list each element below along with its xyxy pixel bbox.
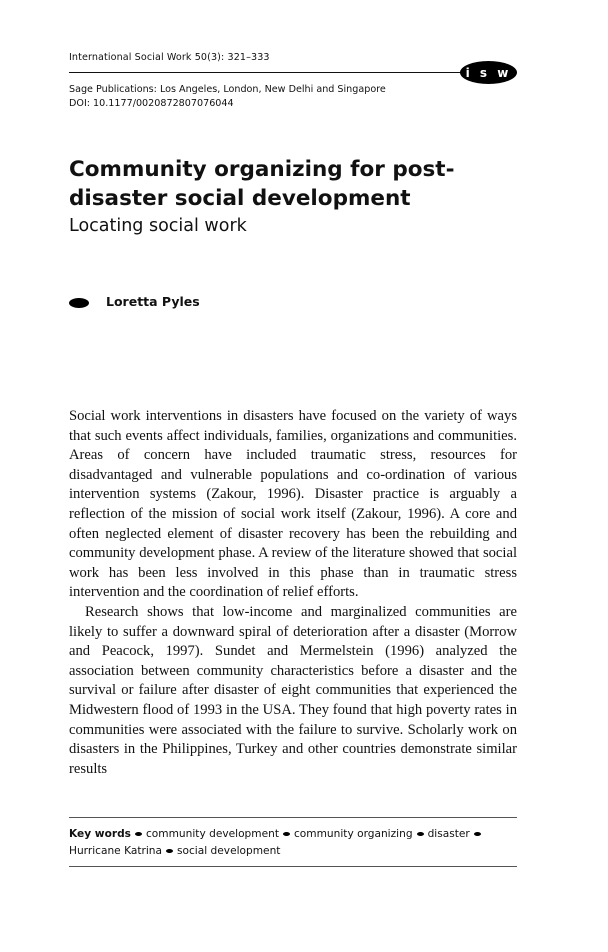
article-title: Community organizing for post-disaster social development: [69, 157, 455, 211]
isw-logo: i s w: [460, 61, 517, 84]
keywords-label: Key words: [69, 828, 131, 840]
doi-line: DOI: 10.1177/0020872807076044: [69, 98, 234, 109]
keywords-rule-top: [69, 817, 517, 818]
publisher-line: Sage Publications: Los Angeles, London, New Delhi and Singapore: [69, 84, 386, 95]
author-name: Loretta Pyles: [106, 294, 200, 309]
bullet-icon: [417, 832, 424, 836]
article-subtitle: Locating social work: [69, 216, 247, 236]
keyword: community development: [145, 828, 279, 840]
bullet-icon: [474, 832, 481, 836]
header-rule: [69, 72, 475, 73]
bullet-icon: [166, 849, 173, 853]
keyword: community organizing: [293, 828, 413, 840]
keywords-rule-bottom: [69, 866, 517, 867]
bullet-icon: [135, 832, 142, 836]
author-bullet-icon: [69, 298, 89, 308]
bullet-icon: [283, 832, 290, 836]
body-paragraph: Social work interventions in disasters have focused on the variety of ways that such events affect individuals, families, organizations and communities. Areas of concern have included traumatic stress, resources for disadvantaged and vulnerable populations and co-ordination of various intervention systems (Zakour, 1996). Disaster practice is arguably a reflection of the mission of social work itself (Zakour, 1996). A core and often neglected element of disaster recovery has been the rebuilding and community development phase. A review of the literature showed that social work has been less involved in this phase than in traumatic stress intervention and the coordination of relief efforts.: [69, 408, 517, 601]
journal-citation: International Social Work 50(3): 321–333: [69, 52, 270, 63]
keywords-block: [69, 826, 517, 860]
article-body: [69, 407, 517, 779]
keyword: social development: [176, 845, 281, 857]
keyword: disaster: [427, 828, 470, 840]
keyword: Hurricane Katrina: [69, 845, 162, 857]
body-paragraph: Research shows that low-income and marginalized communities are likely to suffer a downward spiral of deterioration after a disaster (Morrow and Peacock, 1997). Sundet and Mermelstein (1996) analyzed the association between community characteristics before a disaster and the survival or failure after disaster of eight communities that experienced the Midwestern flood of 1993 in the USA. They found that high poverty rates in communities were associated with the failure to survive. Scholarly work on disasters in the Philippines, Turkey and other countries demonstrate similar results: [69, 603, 517, 777]
